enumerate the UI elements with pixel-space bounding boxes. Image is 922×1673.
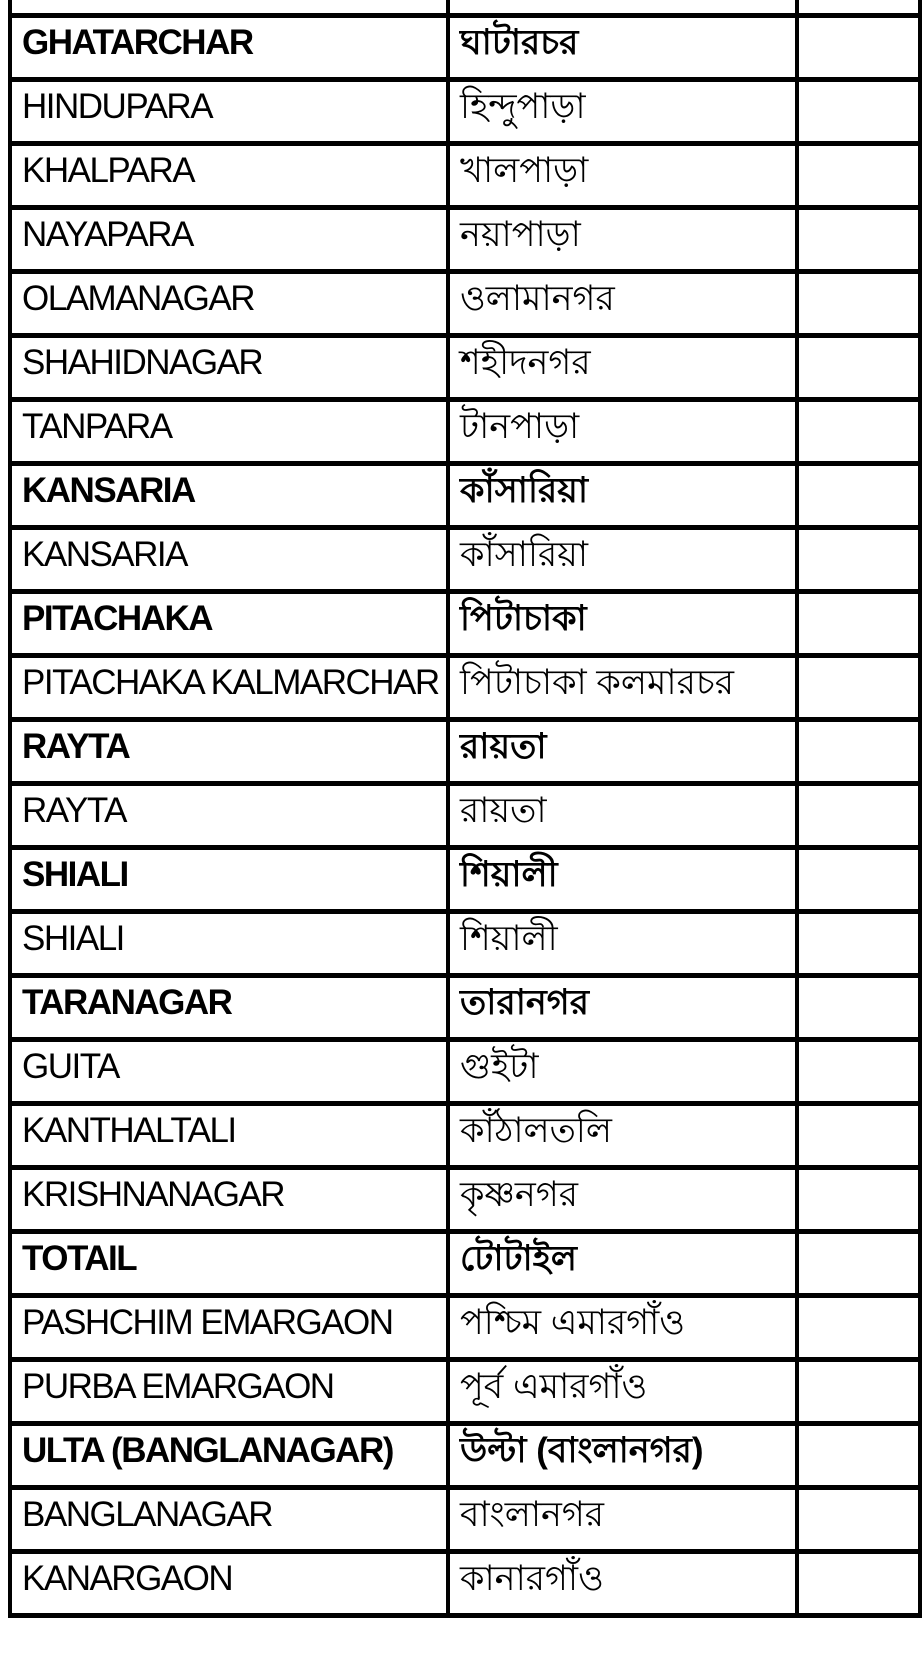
english-name-text: KRISHNANAGAR [22, 1175, 285, 1214]
place-names-table-body [10, 0, 920, 1616]
english-name-text: SHAHIDNAGAR [22, 343, 263, 382]
clipped-edge-cell [797, 208, 920, 272]
english-name-cell [10, 1040, 448, 1104]
english-name-cell [10, 912, 448, 976]
bengali-name-cell [448, 208, 797, 272]
clipped-edge-cell [797, 1296, 920, 1360]
english-name-cell [10, 1104, 448, 1168]
table-row [10, 592, 920, 656]
english-name-cell [10, 1488, 448, 1552]
english-name-text: BANGLANAGAR [22, 1495, 272, 1534]
english-name-cell [10, 16, 448, 80]
clipped-edge-cell [797, 784, 920, 848]
bengali-name-cell [448, 1552, 797, 1616]
english-name-text: PURBA EMARGAON [22, 1367, 334, 1406]
table-row [10, 16, 920, 80]
table-row [10, 208, 920, 272]
clipped-edge-cell [797, 1232, 920, 1296]
bengali-name-text: পূর্ব এমারগাঁও [460, 1367, 648, 1406]
bengali-name-text: কৃষ্ণনগর [460, 1175, 579, 1214]
table-row [10, 1360, 920, 1424]
clipped-edge-cell [797, 400, 920, 464]
english-name-cell [10, 656, 448, 720]
clipped-edge-cell [797, 720, 920, 784]
bengali-name-cell [448, 272, 797, 336]
english-name-text: RAYTA [22, 791, 126, 830]
english-name-cell [10, 1552, 448, 1616]
english-name-cell [10, 272, 448, 336]
english-name-text: KANSARIA [22, 471, 195, 510]
table-row [10, 1168, 920, 1232]
bengali-name-cell [448, 656, 797, 720]
bengali-name-text: গুইটা [460, 1047, 539, 1086]
clipped-edge-cell [797, 272, 920, 336]
clipped-edge-cell [797, 336, 920, 400]
clipped-edge-cell [797, 144, 920, 208]
english-name-cell [10, 1360, 448, 1424]
bengali-name-text: পশ্চিম এমারগাঁও [460, 1303, 686, 1342]
english-name-text: SHIALI [22, 919, 124, 958]
english-name-text: TANPARA [22, 407, 172, 446]
bengali-name-cell [448, 0, 797, 16]
clipped-edge-cell [797, 976, 920, 1040]
clipped-edge-cell [797, 528, 920, 592]
table-row [10, 656, 920, 720]
english-name-cell [10, 464, 448, 528]
bengali-name-text: ওলামানগর [460, 279, 615, 318]
english-name-cell [10, 848, 448, 912]
table-row [10, 400, 920, 464]
table-row [10, 464, 920, 528]
bengali-name-text: রায়তা [460, 791, 547, 830]
table-row [10, 144, 920, 208]
table-row [10, 784, 920, 848]
english-name-text: KANSARIA [22, 535, 187, 574]
bengali-name-cell [448, 1040, 797, 1104]
bengali-name-cell [448, 1104, 797, 1168]
bengali-name-text: হিন্দুপাড়া [460, 87, 586, 126]
clipped-edge-cell [797, 912, 920, 976]
english-name-cell [10, 1232, 448, 1296]
english-name-cell [10, 336, 448, 400]
clipped-edge-cell [797, 80, 920, 144]
table-row [10, 1552, 920, 1616]
place-names-table [8, 0, 922, 1618]
english-name-cell [10, 784, 448, 848]
table-row [10, 912, 920, 976]
clipped-edge-cell [797, 656, 920, 720]
bengali-name-text: খালপাড়া [460, 151, 589, 190]
bengali-name-cell [448, 80, 797, 144]
bengali-name-text: টানপাড়া [460, 407, 580, 446]
bengali-name-cell [448, 464, 797, 528]
bengali-name-text: ঘাটারচর [460, 23, 579, 62]
bengali-name-cell [448, 720, 797, 784]
english-name-cell [10, 0, 448, 16]
bengali-name-text: শিয়ালী [460, 919, 558, 958]
bengali-name-text: নয়াপাড়া [460, 215, 581, 254]
table-row [10, 1488, 920, 1552]
clipped-edge-cell [797, 1040, 920, 1104]
english-name-text: KANARGAON [22, 1559, 233, 1598]
bengali-name-text: শিয়ালী [460, 855, 558, 894]
english-name-text: KHALPARA [22, 151, 195, 190]
clipped-edge-cell [797, 848, 920, 912]
bengali-name-text: বাংলানগর [460, 1495, 605, 1534]
english-name-cell [10, 144, 448, 208]
clipped-edge-cell [797, 1488, 920, 1552]
table-row [10, 720, 920, 784]
table-row [10, 976, 920, 1040]
bengali-name-cell [448, 592, 797, 656]
english-name-text: NAYAPARA [22, 215, 193, 254]
bengali-name-cell [448, 528, 797, 592]
english-name-text: GHATARCHAR [22, 23, 253, 62]
table-row [10, 80, 920, 144]
bengali-name-cell [448, 784, 797, 848]
english-name-cell [10, 592, 448, 656]
clipped-edge-cell [797, 1424, 920, 1488]
bengali-name-text: কাঁসারিয়া [460, 535, 588, 574]
table-row [10, 1104, 920, 1168]
bengali-name-text: শহীদনগর [460, 343, 591, 382]
english-name-cell [10, 528, 448, 592]
bengali-name-text: কাঁসারিয়া [460, 471, 588, 510]
bengali-name-cell [448, 1232, 797, 1296]
bengali-name-cell [448, 400, 797, 464]
bengali-name-cell [448, 976, 797, 1040]
english-name-text: PITACHAKA KALMARCHAR [22, 663, 439, 702]
table-row [10, 848, 920, 912]
cropped-top-row [10, 0, 920, 16]
english-name-text: RAYTA [22, 727, 130, 766]
table-row [10, 1296, 920, 1360]
clipped-edge-cell [797, 16, 920, 80]
english-name-text: KANTHALTALI [22, 1111, 236, 1150]
bengali-name-cell [448, 1360, 797, 1424]
table-row [10, 1040, 920, 1104]
english-name-text: OLAMANAGAR [22, 279, 254, 318]
english-name-text: HINDUPARA [22, 87, 213, 126]
english-name-cell [10, 400, 448, 464]
table-row [10, 336, 920, 400]
english-name-cell [10, 208, 448, 272]
clipped-edge-cell [797, 1168, 920, 1232]
bengali-name-text: টোটাইল [460, 1239, 577, 1278]
bengali-name-text: কানারগাঁও [460, 1559, 604, 1598]
clipped-edge-cell [797, 1360, 920, 1424]
clipped-edge-cell [797, 1552, 920, 1616]
bengali-name-cell [448, 1168, 797, 1232]
table-row [10, 272, 920, 336]
clipped-edge-cell [797, 0, 920, 16]
table-row [10, 528, 920, 592]
bengali-name-cell [448, 16, 797, 80]
english-name-text: ULTA (BANGLANAGAR) [22, 1431, 393, 1470]
english-name-cell [10, 976, 448, 1040]
bengali-name-cell [448, 1424, 797, 1488]
english-name-cell [10, 720, 448, 784]
bengali-name-cell [448, 336, 797, 400]
bengali-name-cell [448, 144, 797, 208]
table-row [10, 1424, 920, 1488]
english-name-cell [10, 1424, 448, 1488]
bengali-name-text: রায়তা [460, 727, 547, 766]
bengali-name-text: কাঁঠালতলি [460, 1111, 612, 1150]
english-name-text: PASHCHIM EMARGAON [22, 1303, 393, 1342]
clipped-edge-cell [797, 592, 920, 656]
english-name-text: GUITA [22, 1047, 119, 1086]
english-name-text: TOTAIL [22, 1239, 137, 1278]
english-name-cell [10, 1296, 448, 1360]
table-row [10, 1232, 920, 1296]
bengali-name-text: উল্টা (বাংলানগর) [460, 1431, 704, 1470]
english-name-text: TARANAGAR [22, 983, 232, 1022]
bengali-name-text: তারানগর [460, 983, 589, 1022]
bengali-name-text: পিটাচাকা [460, 599, 587, 638]
bengali-name-text: পিটাচাকা কলমারচর [460, 663, 734, 702]
bengali-name-cell [448, 912, 797, 976]
bengali-name-cell [448, 1488, 797, 1552]
clipped-edge-cell [797, 1104, 920, 1168]
bengali-name-cell [448, 1296, 797, 1360]
english-name-text: PITACHAKA [22, 599, 213, 638]
english-name-cell [10, 1168, 448, 1232]
english-name-cell [10, 80, 448, 144]
clipped-edge-cell [797, 464, 920, 528]
bengali-name-cell [448, 848, 797, 912]
english-name-text: SHIALI [22, 855, 128, 894]
